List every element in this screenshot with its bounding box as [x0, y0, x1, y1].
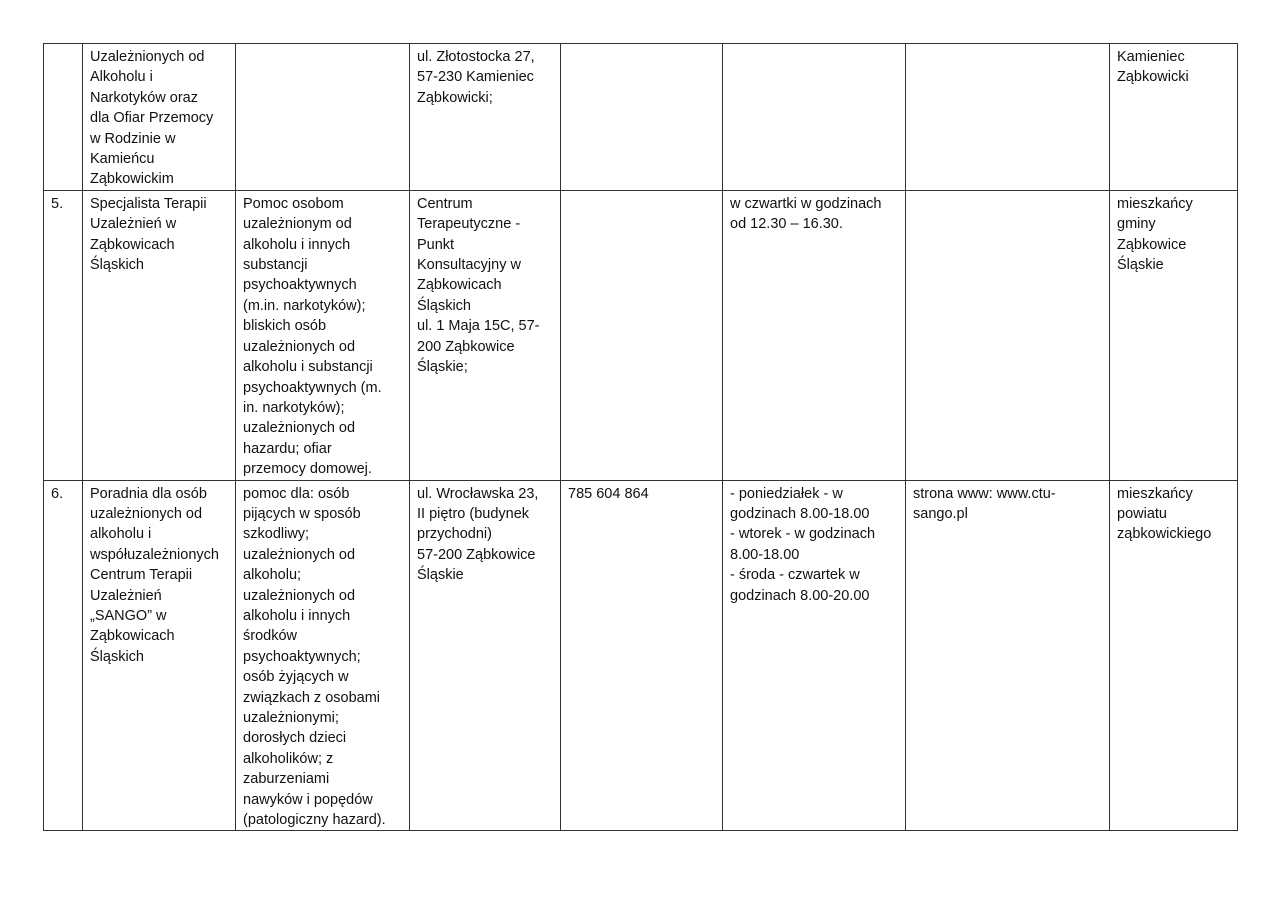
cell-contact	[906, 44, 1110, 191]
cell-opening-hours	[723, 44, 906, 191]
cell-target-group: Kamieniec Ząbkowicki	[1110, 44, 1238, 191]
cell-scope-of-help: pomoc dla: osób pijących w sposób szkodliwy; uzależnionych od alkoholu; uzależnionych od alkoholu i innych środków psychoaktywnych; osób żyjących w związkach z osobami uzależnionymi; dorosłych dzieci alkoholików; z zaburzeniami nawyków i popędów (patologiczny hazard).	[236, 480, 410, 831]
table-row	[44, 44, 1238, 191]
cell-phone	[561, 190, 723, 480]
cell-phone	[561, 44, 723, 191]
cell-institution-name: Specjalista Terapii Uzależnień w Ząbkowicach Śląskich	[83, 190, 236, 480]
services-table	[43, 43, 1238, 831]
cell-scope-of-help	[236, 44, 410, 191]
cell-target-group: mieszkańcy gminy Ząbkowice Śląskie	[1110, 190, 1238, 480]
cell-institution-name: Poradnia dla osób uzależnionych od alkoholu i współuzależnionych Centrum Terapii Uzależnień „SANGO” w Ząbkowicach Śląskich	[83, 480, 236, 831]
cell-contact	[906, 190, 1110, 480]
cell-target-group: mieszkańcy powiatu ząbkowickiego	[1110, 480, 1238, 831]
cell-address: ul. Wrocławska 23, II piętro (budynek przychodni) 57-200 Ząbkowice Śląskie	[410, 480, 561, 831]
cell-opening-hours: - poniedziałek - w godzinach 8.00-18.00 - wtorek - w godzinach 8.00-18.00 - środa - czwartek w godzinach 8.00-20.00	[723, 480, 906, 831]
cell-phone: 785 604 864	[561, 480, 723, 831]
cell-number: 6.	[44, 480, 83, 831]
cell-scope-of-help: Pomoc osobom uzależnionym od alkoholu i innych substancji psychoaktywnych (m.in. narkotyków); bliskich osób uzależnionych od alkoholu i substancji psychoaktywnych (m. in. narkotyków); uzależnionych od hazardu; ofiar przemocy domowej.	[236, 190, 410, 480]
cell-institution-name: Uzależnionych od Alkoholu i Narkotyków oraz dla Ofiar Przemocy w Rodzinie w Kamieńcu Ząbkowickim	[83, 44, 236, 191]
cell-address: ul. Złotostocka 27, 57-230 Kamieniec Ząbkowicki;	[410, 44, 561, 191]
cell-contact: strona www: www.ctu- sango.pl	[906, 480, 1110, 831]
table-row	[44, 480, 1238, 831]
cell-number	[44, 44, 83, 191]
cell-address: Centrum Terapeutyczne - Punkt Konsultacyjny w Ząbkowicach Śląskich ul. 1 Maja 15C, 57- 200 Ząbkowice Śląskie;	[410, 190, 561, 480]
cell-opening-hours: w czwartki w godzinach od 12.30 – 16.30.	[723, 190, 906, 480]
cell-number: 5.	[44, 190, 83, 480]
table-row	[44, 190, 1238, 480]
